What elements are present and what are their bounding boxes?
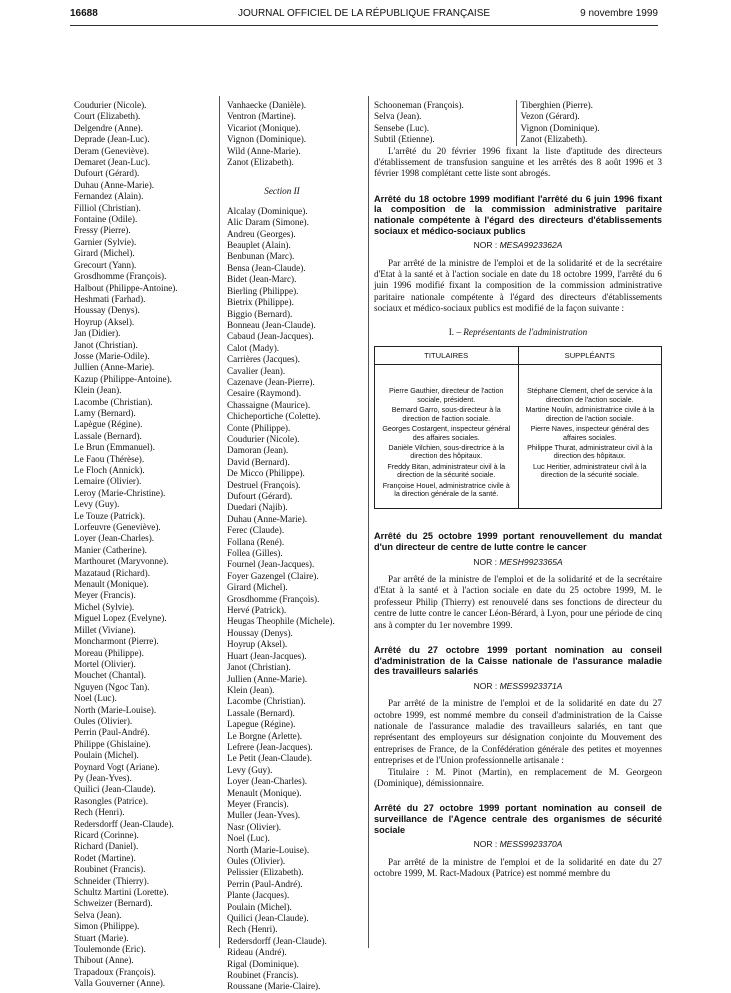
representatives-table <box>374 346 662 509</box>
name-entry: Cabaud (Jean-Jacques). <box>227 331 314 342</box>
suppleant-entry: Luc Heritier, administrateur civil à la direction de la sécurité sociale. <box>533 461 647 480</box>
name-entry: Chicheportiche (Colette). <box>227 411 321 422</box>
name-entry: Rech (Henri). <box>227 924 278 935</box>
name-entry: Miguel Lopez (Evelyne). <box>74 613 167 624</box>
name-entry: Fontaine (Odile). <box>74 214 138 225</box>
name-entry: Le Touze (Patrick). <box>74 510 145 521</box>
name-entry: Roussane (Marie-Claire). <box>227 981 321 992</box>
name-entry: Rech (Henri). <box>74 807 125 818</box>
name-entry: Josse (Marie-Odile). <box>74 350 150 361</box>
name-entry: Moreau (Philippe). <box>74 647 144 658</box>
name-entry: Manier (Catherine). <box>74 544 147 555</box>
name-entry: Hervé (Patrick). <box>227 605 287 616</box>
name-entry: Houssay (Denys). <box>227 627 293 638</box>
name-entry: Le Petit (Jean-Claude). <box>227 753 312 764</box>
name-entry: Lefrere (Jean-Jacques). <box>227 741 313 752</box>
page-number: 16688 <box>70 8 98 19</box>
page-header <box>70 8 658 24</box>
name-entry: Halbout (Philippe-Antoine). <box>74 282 178 293</box>
name-entry: Court (Elizabeth). <box>74 111 141 122</box>
name-entry: Andreu (Georges). <box>227 228 296 239</box>
decree-body: Par arrêté de la ministre de l'emploi et de la solidarité en date du 27 octobre 1999, M. Ract-Madoux (Patrice) est nommé membre du <box>374 856 662 878</box>
name-entry: Jan (Didier). <box>74 328 121 339</box>
name-entry: Michel (Sylvie). <box>74 601 135 612</box>
decree-title: Arrêté du 27 octobre 1999 portant nomination au conseil d'administration de la Caisse nationale de l'assurance maladie des travailleurs salariés <box>374 644 662 677</box>
name-entry: Dufourt (Gérard). <box>227 491 293 501</box>
name-entry: Lemaire (Olivier). <box>74 476 142 487</box>
name-entry: Heugas Theophile (Michele). <box>227 616 335 627</box>
name-entry: Houssay (Denys). <box>74 305 140 316</box>
name-entry: Hoyrup (Aksel). <box>74 316 135 327</box>
subheading: I. – Représentants de l'administration <box>448 326 588 337</box>
section-heading: Section II <box>264 186 300 197</box>
name-entry: Schweizer (Bernard). <box>74 898 153 909</box>
name-entry: Bonneau (Jean-Claude). <box>227 319 316 330</box>
name-entry: Valla Gouverner (Anne). <box>74 978 166 989</box>
name-entry: Zanot (Elizabeth). <box>520 134 588 145</box>
nor-reference: NOR : MESS9923370A <box>473 839 563 850</box>
name-entry: Jullien (Anne-Marie). <box>74 362 155 373</box>
name-entry: Klein (Jean). <box>227 684 275 695</box>
decree-title: Arrêté du 27 octobre 1999 portant nomination au conseil de surveillance de l'Agence centrale des organismes de sécurité sociale <box>374 803 662 835</box>
suppleant-entry: Martine Noulin, administratrice civile à la direction de l'action sociale. <box>525 405 655 423</box>
column-divider-2 <box>368 96 369 948</box>
issue-date: 9 novembre 1999 <box>580 8 658 19</box>
titulaires-cell <box>375 365 519 509</box>
name-entry: Alcalay (Dominique). <box>227 205 308 216</box>
name-entry: De Micco (Philippe). <box>227 468 305 479</box>
name-entry: Coudurier (Nicole). <box>74 100 147 110</box>
name-entry: Selva (Jean). <box>374 111 422 122</box>
name-entry: Loyer (Jean-Charles). <box>74 533 155 544</box>
name-entry: Nasr (Olivier). <box>227 821 282 832</box>
section-2-name-list <box>227 206 367 993</box>
name-entry: Lacombe (Christian). <box>227 696 306 707</box>
name-entry: Bietrix (Philippe). <box>227 297 294 308</box>
titulaire-entry: Françoise Houel, administratrice civile à la direction générale de la santé. <box>382 480 510 498</box>
name-entry: Poynard Vogt (Ariane). <box>74 761 160 772</box>
suppleant-entry: Pierre Naves, inspecteur général des affaires sociales. <box>530 424 649 442</box>
name-entry: Lacombe (Christian). <box>74 396 153 407</box>
name-entry: Philippe (Ghislaine). <box>74 738 151 749</box>
name-entry: Alic Daram (Simone). <box>227 217 309 228</box>
column-3 <box>374 100 662 879</box>
name-entry: Menault (Monique). <box>74 579 149 590</box>
suppleant-entry: Philippe Thurat, administrateur civil à la direction des hôpitaux. <box>527 442 653 461</box>
name-entry: Delgendre (Anne). <box>74 122 143 133</box>
decree-body: Par arrêté de la ministre de l'emploi et de la solidarité en date du 27 octobre 1999, est nommé membre du conseil d'administration de la Caisse nationale de l'assurance maladie des travailleurs salariés, en tant que représentant des employeurs sur désignation conjointe du Mouvement des entreprises de France, de la Confédération générale des petites et moyennes entreprises et de l'Union professionnelle artisanale : <box>374 698 662 766</box>
name-entry: Le Floch (Annick). <box>74 465 145 475</box>
name-entry: Rasongles (Patrice). <box>74 795 148 806</box>
name-entry: Le Brun (Emmanuel). <box>74 442 155 453</box>
nor-reference: NOR : MESA9923362A <box>473 240 563 251</box>
name-entry: Mortel (Olivier). <box>74 658 136 669</box>
name-entry: Benbunan (Marc). <box>227 251 295 262</box>
decree-body: Par arrêté de la ministre de l'emploi et de la solidarité et de la secrétaire d'Etat à la santé et à l'action sociale en date du 18 octobre 1999, l'arrêté du 6 juin 1996 modifié fixant la composition de la commission administrative paritaire nationale compétente à l'égard des directeurs d'établissements sociaux et médico-sociaux publics est modifié de la façon suivante : <box>374 257 662 314</box>
name-entry: Vignon (Dominique). <box>227 134 307 145</box>
name-entry: Wild (Anne-Marie). <box>227 145 301 156</box>
name-entry: Roubinet (Francis). <box>74 864 146 875</box>
name-entry: Vicariot (Monique). <box>227 122 301 133</box>
suppleants-cell <box>518 365 662 509</box>
name-entry: Girard (Michel). <box>74 248 135 259</box>
name-entry: Toulemonde (Eric). <box>74 944 146 955</box>
name-entry: Jullien (Anne-Marie). <box>227 673 308 684</box>
name-entry: Fressy (Pierre). <box>74 225 131 236</box>
name-entry: Schooneman (François). <box>374 100 464 110</box>
titulaire-entry: Pierre Gauthier, directeur de l'action sociale, président. <box>389 386 504 404</box>
name-entry: Lassale (Bernard). <box>227 707 295 718</box>
name-entry: Garnier (Sylvie). <box>74 236 137 247</box>
name-entry: Beauplet (Alain). <box>227 240 291 251</box>
titulaire-entry: Danièle Vilchien, sous-directrice à la direction des hôpitaux. <box>388 442 505 461</box>
name-entry: Destruel (François). <box>227 479 301 490</box>
name-entry: Grosdhomme (François). <box>227 593 320 604</box>
column-3-name-list <box>374 100 662 146</box>
name-entry: Cavalier (Jean). <box>227 365 286 376</box>
name-entry: Chassaigne (Maurice). <box>227 399 311 410</box>
name-entry: Sensebe (Luc). <box>374 122 430 133</box>
decree-title: Arrêté du 25 octobre 1999 portant renouvellement du mandat d'un directeur de centre de lutte contre le cancer <box>374 531 662 552</box>
name-entry: Plante (Jacques). <box>227 890 290 901</box>
name-entry: Noel (Luc). <box>227 833 270 844</box>
name-entry: Rigal (Dominique). <box>227 958 299 969</box>
decree-body-titulaire: Titulaire : M. Pinot (Martin), en remplacement de M. Georgeon (Dominique), démissionnaire. <box>374 766 662 788</box>
name-entry: Mouchet (Chantal). <box>74 670 146 681</box>
name-entry: Duhau (Anne-Marie). <box>227 513 308 524</box>
name-entry: Damoran (Jean). <box>227 445 289 456</box>
table-header-suppleants: SUPPLÉANTS <box>518 347 662 365</box>
name-entry: Levy (Guy). <box>74 499 120 510</box>
name-entry: Follana (René). <box>227 536 285 547</box>
name-entry: Schultz Martini (Lorette). <box>74 887 169 898</box>
name-entry: Bidet (Jean-Marc). <box>227 274 297 285</box>
name-entry: Conte (Philippe). <box>227 422 291 433</box>
name-entry: Oules (Olivier). <box>227 856 286 866</box>
titulaire-entry: Freddy Bitan, administrateur civil à la direction de la sécurité sociale. <box>387 461 506 480</box>
name-entry: Biggio (Bernard). <box>227 308 293 319</box>
name-entry: Cesaire (Raymond). <box>227 388 301 399</box>
name-entry: Deram (Geneviève). <box>74 145 149 156</box>
name-entry: Roubinet (Francis). <box>227 970 299 981</box>
name-entry: Poulain (Michel). <box>227 901 292 912</box>
titulaire-entry: Bernard Garro, sous-directeur à la direction de l'action sociale. <box>391 405 501 423</box>
name-entry: Richard (Daniel). <box>74 841 139 852</box>
name-entry: Coudurier (Nicole). <box>227 433 300 444</box>
name-entry: Filliol (Christian). <box>74 202 141 213</box>
name-entry: Meyer (Francis). <box>74 590 136 601</box>
name-entry: Selva (Jean). <box>74 909 122 920</box>
name-entry: Foyer Gazengel (Claire). <box>227 570 319 581</box>
column-divider-1 <box>219 96 220 948</box>
suppleant-entry: Stéphane Clement, chef de service à la direction de l'action sociale. <box>527 386 653 404</box>
table-header-titulaires: TITULAIRES <box>375 347 519 365</box>
name-entry: Moncharmont (Pierre). <box>74 636 159 647</box>
name-entry: Thibout (Anne). <box>74 955 134 966</box>
name-entry: Nguyen (Ngoc Tan). <box>74 681 150 692</box>
name-entry: Bierling (Philippe). <box>227 285 299 296</box>
name-entry: Meyer (Francis). <box>227 798 289 809</box>
name-entry: Mazataud (Richard). <box>74 567 151 578</box>
name-entry: Dufourt (Gérard). <box>74 168 140 179</box>
name-entry: Carrières (Jacques). <box>227 354 300 365</box>
name-entry: Deprade (Jean-Luc). <box>74 134 150 145</box>
header-rule <box>70 25 658 26</box>
name-entry: Janot (Christian). <box>227 662 291 673</box>
name-entry: Vanhaecke (Danièle). <box>227 100 307 110</box>
name-entry: Millet (Viviane). <box>74 624 136 635</box>
name-entry: Noel (Luc). <box>74 693 117 704</box>
name-entry: Tiberghien (Pierre). <box>520 100 593 110</box>
name-entry: Vignon (Dominique). <box>520 122 600 133</box>
titulaire-entry: Georges Costargent, inspecteur général des affaires sociales. <box>382 424 511 442</box>
journal-title: JOURNAL OFFICIEL DE LA RÉPUBLIQUE FRANÇAISE <box>237 8 491 19</box>
column-2-name-list-top <box>227 100 367 168</box>
name-entry: Menault (Monique). <box>227 787 302 798</box>
name-list-left <box>374 100 516 146</box>
name-entry: Simon (Philippe). <box>74 921 140 932</box>
name-entry: Oules (Olivier). <box>74 715 133 726</box>
name-entry: Grosdhomme (François). <box>74 271 167 282</box>
name-entry: Grecourt (Yann). <box>74 259 137 270</box>
name-entry: Ricard (Corinne). <box>74 830 139 840</box>
name-entry: Rodet (Martine). <box>74 852 136 863</box>
name-entry: North (Marie-Louise). <box>227 844 310 855</box>
decree-body: Par arrêté de la ministre de l'emploi et de la solidarité et de la secrétaire d'Etat à la santé et à l'action sociale en date du 25 octobre 1999, M. le professeur Philip (Thierry) est renouvelé dans ses fonctions de directeur du centre de lutte contre le cancer Léon-Bérard, à Lyon, pour une période de cinq ans à compter du 1er novembre 1999. <box>374 573 662 630</box>
name-entry: Redersdorff (Jean-Claude). <box>227 935 327 946</box>
name-entry: Muller (Jean-Yves). <box>227 810 301 821</box>
name-entry: Heshmati (Farhad). <box>74 293 146 304</box>
column-1-name-list <box>74 100 214 990</box>
name-entry: Fernandez (Alain). <box>74 191 144 202</box>
name-entry: Kazup (Philippe-Antoine). <box>74 373 172 384</box>
name-entry: Huart (Jean-Jacques). <box>227 650 307 661</box>
name-entry: Pelissier (Elizabeth). <box>227 867 304 878</box>
name-entry: David (Bernard). <box>227 456 290 467</box>
name-entry: Lapegue (Régine). <box>227 719 296 730</box>
name-entry: Quilici (Jean-Claude). <box>74 784 156 795</box>
name-entry: Redersdorff (Jean-Claude). <box>74 818 174 829</box>
name-entry: Trapadoux (François). <box>74 966 156 977</box>
name-entry: Zanot (Elizabeth). <box>227 157 294 168</box>
name-entry: Quilici (Jean-Claude). <box>227 913 309 924</box>
name-entry: Calot (Mady). <box>227 342 280 353</box>
name-entry: North (Marie-Louise). <box>74 704 157 715</box>
name-entry: Le Borgne (Arlette). <box>227 730 303 741</box>
name-entry: Ventron (Martine). <box>227 111 296 122</box>
name-entry: Hoyrup (Aksel). <box>227 639 288 650</box>
name-entry: Cazenave (Jean-Pierre). <box>227 376 315 387</box>
nor-reference: NOR : MESH9923365A <box>473 556 563 567</box>
decree-title: Arrêté du 18 octobre 1999 modifiant l'arrêté du 6 juin 1996 fixant la composition de la commission administrative paritaire nationale compétente à l'égard des directeurs d'établissements sociaux et médico-sociaux publics <box>374 193 662 236</box>
name-entry: Perrin (Paul-André). <box>74 727 150 738</box>
name-entry: Lassale (Bernard). <box>74 430 142 441</box>
name-entry: Ferec (Claude). <box>227 525 285 536</box>
name-entry: Poulain (Michel). <box>74 750 139 761</box>
name-list-right <box>516 100 663 146</box>
name-entry: Klein (Jean). <box>74 385 122 396</box>
name-entry: Bensa (Jean-Claude). <box>227 262 306 273</box>
name-entry: Lorfeuvre (Geneviève). <box>74 522 161 533</box>
name-entry: Levy (Guy). <box>227 764 273 775</box>
name-entry: Leroy (Marie-Christine). <box>74 487 166 498</box>
name-entry: Demaret (Jean-Luc). <box>74 157 151 168</box>
name-entry: Perrin (Paul-André). <box>227 878 303 889</box>
name-entry: Marthouret (Maryvonne). <box>74 556 169 567</box>
nor-reference: NOR : MESS9923371A <box>473 680 563 691</box>
name-entry: Loyer (Jean-Charles). <box>227 776 308 787</box>
name-entry: Follea (Gilles). <box>227 548 283 559</box>
name-entry: Fournel (Jean-Jacques). <box>227 559 315 570</box>
name-entry: Lapègue (Régine). <box>74 419 143 430</box>
name-entry: Janot (Christian). <box>74 339 138 350</box>
name-entry: Lamy (Bernard). <box>74 407 136 418</box>
name-entry: Le Faou (Thérèse). <box>74 453 145 464</box>
name-entry: Rideau (André). <box>227 947 287 958</box>
name-entry: Duhau (Anne-Marie). <box>74 179 155 190</box>
name-entry: Schneider (Thierry). <box>74 875 149 886</box>
abrogation-paragraph: L'arrêté du 20 février 1996 fixant la liste d'aptitude des directeurs d'établissement de transfusion sanguine et les arrêtés des 8 août 1996 et 3 février 1998 complétant cette liste sont abrogés. <box>374 145 662 179</box>
name-entry: Stuart (Marie). <box>74 932 129 943</box>
name-entry: Duedari (Najib). <box>227 502 288 513</box>
name-entry: Vezon (Gérard). <box>520 111 580 122</box>
column-2 <box>227 100 367 993</box>
name-entry: Py (Jean-Yves). <box>74 772 132 783</box>
name-entry: Girard (Michel). <box>227 582 288 593</box>
name-entry: Subtil (Etienne). <box>374 134 435 145</box>
